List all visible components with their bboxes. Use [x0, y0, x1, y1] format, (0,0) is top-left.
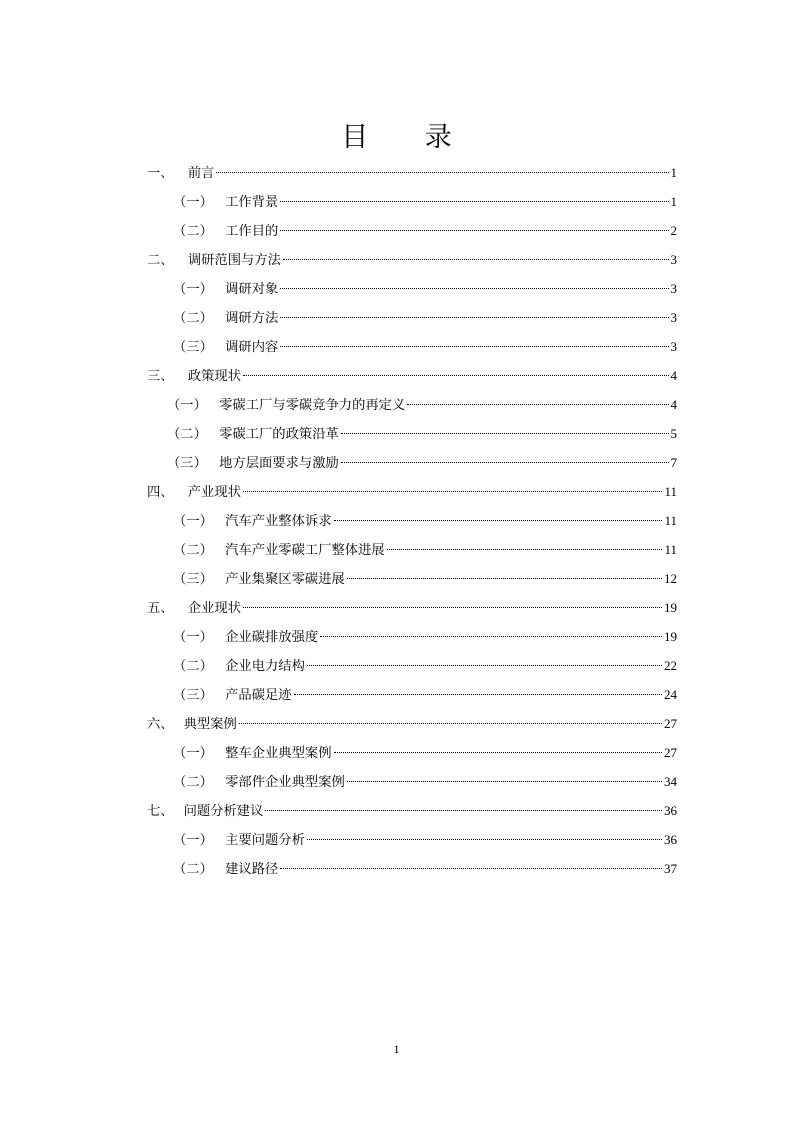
toc-dot-leader: [347, 780, 662, 782]
toc-dot-leader: [334, 519, 663, 521]
toc-entry[interactable]: [147, 709, 677, 738]
toc-dot-leader: [243, 606, 662, 608]
toc-dot-leader: [341, 432, 669, 434]
toc-entry-page: 19: [664, 629, 677, 644]
toc-entry-label: 汽车产业整体诉求: [225, 514, 332, 529]
toc-entry-number: （一）: [173, 833, 218, 848]
toc-entry-number: （三）: [167, 456, 212, 471]
toc-entry[interactable]: [147, 564, 677, 593]
toc-entry-page: 34: [664, 774, 677, 789]
toc-entry[interactable]: [147, 245, 677, 274]
toc-entry[interactable]: [147, 593, 677, 622]
toc-entry-number: （三）: [173, 340, 218, 355]
toc-entry-label: 地方层面要求与激励: [219, 456, 339, 471]
toc-entry-page: 27: [664, 745, 677, 760]
toc-dot-leader: [334, 751, 663, 753]
toc-entry-number: （二）: [173, 775, 218, 790]
toc-entry-label: 零部件企业典型案例: [225, 775, 345, 790]
toc-entry[interactable]: [147, 216, 677, 245]
toc-dot-leader: [341, 461, 669, 463]
toc-entry-label: 调研方法: [225, 311, 279, 326]
toc-entry-page: 37: [664, 861, 677, 876]
toc-dot-leader: [265, 809, 662, 811]
toc-entry[interactable]: [147, 274, 677, 303]
table-of-contents: [147, 158, 677, 883]
toc-dot-leader: [243, 374, 668, 376]
toc-dot-leader: [216, 171, 668, 173]
toc-entry[interactable]: [147, 332, 677, 361]
toc-entry-number: （二）: [173, 311, 218, 326]
toc-entry[interactable]: [147, 506, 677, 535]
toc-entry-number: （一）: [173, 282, 218, 297]
toc-entry-number: （一）: [173, 514, 218, 529]
toc-entry-page: 24: [664, 687, 677, 702]
toc-dot-leader: [347, 577, 662, 579]
toc-dot-leader: [283, 258, 669, 260]
toc-entry-label: 工作背景: [225, 195, 279, 210]
toc-entry-page: 3: [670, 281, 677, 296]
toc-entry-number: 六、: [147, 717, 174, 732]
toc-entry[interactable]: [147, 303, 677, 332]
toc-entry[interactable]: [147, 390, 677, 419]
toc-entry-number: 二、: [147, 253, 178, 268]
toc-dot-leader: [280, 316, 668, 318]
toc-entry-page: 12: [664, 571, 677, 586]
toc-entry-page: 7: [670, 455, 677, 470]
toc-dot-leader: [243, 490, 662, 492]
toc-entry-page: 4: [670, 368, 677, 383]
toc-entry-page: 3: [670, 339, 677, 354]
toc-dot-leader: [387, 548, 663, 550]
toc-entry-number: 四、: [147, 485, 178, 500]
toc-entry-page: 36: [664, 832, 677, 847]
page-title: 目 录: [341, 122, 476, 153]
toc-entry-label: 汽车产业零碳工厂整体进展: [225, 543, 385, 558]
toc-entry-label: 零碳工厂与零碳竞争力的再定义: [219, 398, 406, 413]
toc-entry-label: 主要问题分析: [225, 833, 305, 848]
toc-entry-number: （一）: [167, 398, 212, 413]
toc-entry-number: 一、: [147, 166, 178, 181]
toc-entry[interactable]: [147, 419, 677, 448]
toc-dot-leader: [280, 229, 668, 231]
toc-entry-label: 工作目的: [225, 224, 279, 239]
toc-entry-number: （二）: [173, 862, 218, 877]
toc-entry-page: 36: [664, 803, 677, 818]
toc-dot-leader: [280, 345, 668, 347]
toc-dot-leader: [239, 722, 662, 724]
toc-entry-page: 4: [670, 397, 677, 412]
toc-entry-label: 企业碳排放强度: [225, 630, 319, 645]
toc-dot-leader: [294, 693, 662, 695]
toc-entry-page: 11: [664, 513, 677, 528]
toc-entry-label: 调研对象: [225, 282, 279, 297]
toc-entry[interactable]: [147, 651, 677, 680]
toc-entry-label: 问题分析建议: [183, 804, 264, 819]
toc-entry-page: 3: [670, 310, 677, 325]
toc-entry-label: 零碳工厂的政策沿革: [219, 427, 339, 442]
toc-entry[interactable]: [147, 187, 677, 216]
toc-entry-label: 企业电力结构: [225, 659, 305, 674]
toc-entry[interactable]: [147, 680, 677, 709]
toc-entry-page: 1: [670, 194, 677, 209]
toc-entry[interactable]: [147, 854, 677, 883]
toc-entry-number: （三）: [173, 572, 218, 587]
toc-entry-label: 产业现状: [187, 485, 242, 500]
toc-entry-number: （一）: [173, 630, 218, 645]
toc-entry-label: 调研范围与方法: [187, 253, 281, 268]
toc-entry-label: 建议路径: [225, 862, 279, 877]
toc-entry-label: 产品碳足迹: [225, 688, 292, 703]
toc-dot-leader: [280, 200, 668, 202]
toc-entry-number: （一）: [173, 195, 218, 210]
toc-entry-number: （一）: [173, 746, 218, 761]
toc-dot-leader: [407, 403, 668, 405]
toc-entry-page: 22: [664, 658, 677, 673]
toc-entry-label: 政策现状: [187, 369, 242, 384]
toc-entry-page: 1: [670, 165, 677, 180]
toc-entry-number: （二）: [173, 224, 218, 239]
toc-entry-label: 调研内容: [225, 340, 279, 355]
toc-entry-number: （三）: [173, 688, 218, 703]
toc-entry[interactable]: [147, 738, 677, 767]
toc-entry-page: 19: [664, 600, 677, 615]
toc-entry-number: （二）: [173, 543, 218, 558]
page-number: 1: [393, 1042, 400, 1056]
toc-entry[interactable]: [147, 361, 677, 390]
toc-entry-number: 五、: [147, 601, 178, 616]
toc-entry-label: 典型案例: [183, 717, 237, 732]
toc-entry-page: 11: [664, 484, 677, 499]
toc-entry[interactable]: [147, 477, 677, 506]
toc-entry-page: 27: [664, 716, 677, 731]
toc-dot-leader: [280, 867, 662, 869]
toc-dot-leader: [280, 287, 668, 289]
toc-entry[interactable]: [147, 158, 677, 187]
toc-entry-number: 三、: [147, 369, 178, 384]
toc-entry-page: 3: [670, 252, 677, 267]
toc-entry[interactable]: [147, 767, 677, 796]
toc-dot-leader: [307, 664, 662, 666]
toc-entry-label: 企业现状: [187, 601, 242, 616]
toc-dot-leader: [307, 838, 662, 840]
toc-entry-label: 前言: [187, 166, 215, 181]
toc-entry-page: 2: [670, 223, 677, 238]
toc-entry-page: 11: [664, 542, 677, 557]
toc-entry-number: （二）: [167, 427, 212, 442]
toc-entry-label: 整车企业典型案例: [225, 746, 332, 761]
toc-entry[interactable]: [147, 448, 677, 477]
toc-entry-page: 5: [670, 426, 677, 441]
toc-entry[interactable]: [147, 622, 677, 651]
toc-entry-number: （二）: [173, 659, 218, 674]
toc-entry-label: 产业集聚区零碳进展: [225, 572, 345, 587]
toc-entry-number: 七、: [147, 804, 174, 819]
toc-entry[interactable]: [147, 825, 677, 854]
toc-dot-leader: [320, 635, 662, 637]
toc-entry[interactable]: [147, 535, 677, 564]
toc-entry[interactable]: [147, 796, 677, 825]
